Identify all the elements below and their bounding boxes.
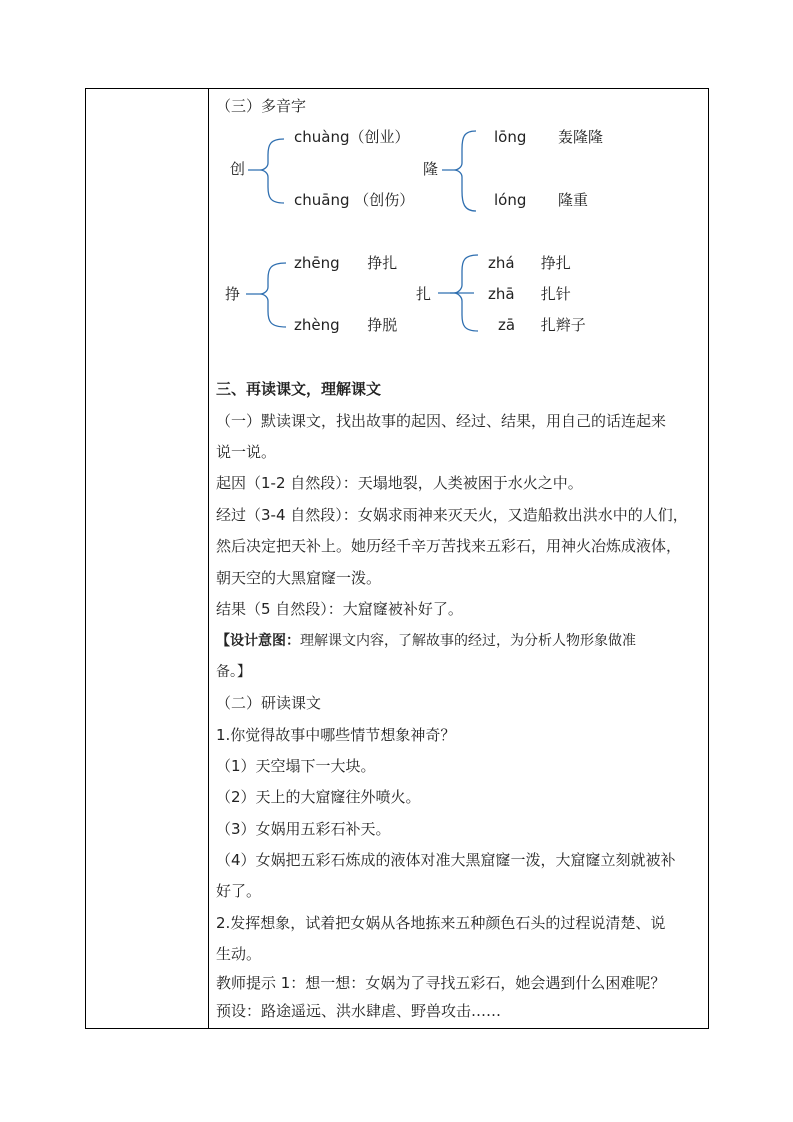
pinyin: zhā <box>488 285 515 303</box>
pinyin: zhèng <box>294 316 340 334</box>
example-word: 挣脱 <box>367 316 398 334</box>
pinyin: chuāng <box>294 191 350 209</box>
brace-icon <box>440 129 480 215</box>
polyphonic-title: （三）多音字 <box>216 97 307 115</box>
example-word: （创伤） <box>354 191 415 209</box>
example-word: 挣扎 <box>540 254 571 272</box>
polyphonic-char: 扎 <box>416 285 432 303</box>
answer-item-cont: 好了。 <box>216 882 262 900</box>
reading-row <box>294 190 414 210</box>
reading-row <box>294 253 397 273</box>
question-2-cont: 生动。 <box>216 945 262 963</box>
brace-icon <box>246 137 286 207</box>
brace-icon <box>436 253 480 333</box>
process-text-cont: 朝天空的大黑窟窿一泼。 <box>216 569 382 587</box>
question-2: 2.发挥想象，试着把女娲从各地拣来五种颜色石头的过程说清楚、说 <box>216 914 666 932</box>
reading-row <box>494 190 588 210</box>
example-word: 扎针 <box>540 285 571 303</box>
reading-row <box>294 127 410 147</box>
brace-icon <box>244 261 288 331</box>
design-intent-text: 理解课文内容，了解故事的经过，为分析人物形象做准 <box>300 633 636 649</box>
example-word: 轰隆隆 <box>557 128 603 146</box>
lesson-table <box>85 88 709 1029</box>
answer-item: （2）天上的大窟窿往外喷火。 <box>216 788 421 806</box>
cause-text: 起因（1-2 自然段）：天塌地裂，人类被困于水火之中。 <box>216 474 583 492</box>
pinyin: chuàng <box>294 128 350 146</box>
teacher-hint: 教师提示 1：想一想：女娲为了寻找五彩石，她会遇到什么困难呢？ <box>216 974 666 992</box>
design-intent <box>216 631 636 651</box>
pinyin: zhá <box>488 254 515 272</box>
reading-row <box>488 284 571 304</box>
pinyin: zā <box>498 316 516 334</box>
pinyin: lóng <box>494 191 527 209</box>
answer-item: （4）女娲把五彩石炼成的液体对准大黑窟窿一泼，大窟窿立刻就被补 <box>216 851 676 869</box>
reading-row <box>294 315 397 335</box>
example-word: 隆重 <box>557 191 588 209</box>
section-heading: 三、再读课文，理解课文 <box>216 380 382 398</box>
polyphonic-char: 隆 <box>423 160 439 178</box>
content-cell <box>216 89 708 1028</box>
task2-title: （二）研读课文 <box>216 694 322 712</box>
task1-text-cont: 说一说。 <box>216 443 277 461</box>
question-1: 1.你觉得故事中哪些情节想象神奇？ <box>216 726 456 744</box>
answer-item: （3）女娲用五彩石补天。 <box>216 820 391 838</box>
polyphonic-char: 挣 <box>225 285 241 303</box>
pinyin: zhēng <box>294 254 340 272</box>
polyphonic-char: 创 <box>230 160 246 178</box>
example-word: 挣扎 <box>367 254 398 272</box>
preset-answer: 预设：路途遥远、洪水肆虐、野兽攻击…… <box>216 1002 502 1020</box>
task1-text: （一）默读课文，找出故事的起因、经过、结果，用自己的话连起来 <box>216 412 667 430</box>
process-text: 经过（3-4 自然段）：女娲求雨神来灭天火，又造船救出洪水中的人们， <box>216 506 688 524</box>
reading-row <box>494 127 603 147</box>
pinyin: lōng <box>494 128 527 146</box>
reading-row <box>498 315 586 335</box>
column-divider <box>208 89 209 1028</box>
process-text-cont: 然后决定把天补上。她历经千辛万苦找来五彩石，用神火冶炼成液体， <box>216 537 682 555</box>
example-word: 扎辫子 <box>540 316 586 334</box>
example-word: （创业） <box>349 128 410 146</box>
design-intent-tag: 【设计意图： <box>216 633 300 649</box>
design-intent-cont: 备。】 <box>216 664 251 680</box>
result-text: 结果（5 自然段）：大窟窿被补好了。 <box>216 600 463 618</box>
reading-row <box>488 253 571 273</box>
answer-item: （1）天空塌下一大块。 <box>216 757 376 775</box>
